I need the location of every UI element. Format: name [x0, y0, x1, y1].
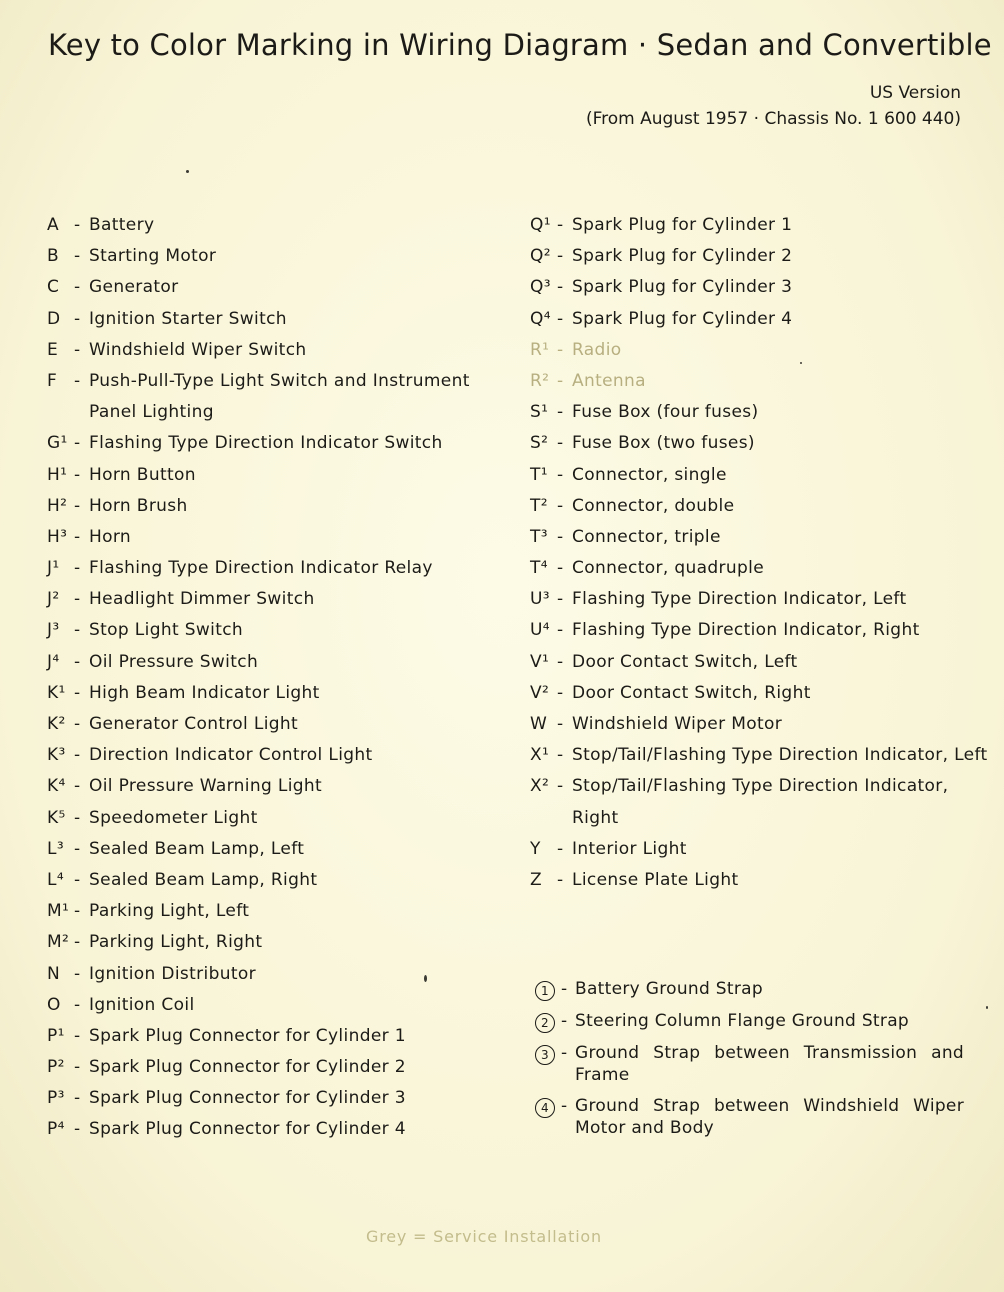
list-item: [47, 491, 487, 522]
item-dash: -: [74, 994, 81, 1015]
item-dash: -: [74, 1025, 81, 1046]
list-item: [530, 366, 970, 397]
item-code: R²: [530, 370, 550, 391]
item-code: K⁴: [47, 776, 66, 797]
list-item: [47, 709, 487, 740]
item-code: U⁴: [530, 620, 550, 641]
item-label: Spark Plug Connector for Cylinder 2: [89, 1057, 406, 1078]
list-item: [530, 771, 970, 802]
paper-speck: [186, 170, 189, 173]
item-dash: -: [74, 370, 81, 391]
version-info: [586, 80, 961, 132]
item-label: Parking Light, Left: [89, 901, 250, 922]
item-dash: -: [74, 963, 81, 984]
list-item: [47, 304, 487, 335]
list-item: [530, 241, 970, 272]
item-label: Battery: [89, 215, 155, 235]
item-code: X¹: [530, 745, 550, 766]
list-item: [47, 460, 487, 491]
ground-strap-label: Ground Strap between Transmission and Frame: [575, 1043, 964, 1085]
item-dash: -: [557, 682, 564, 703]
item-label: Flashing Type Direction Indicator, Left: [572, 589, 907, 610]
item-label: Headlight Dimmer Switch: [89, 589, 315, 610]
item-dash: -: [74, 807, 81, 828]
list-item: [530, 834, 970, 865]
list-item: [530, 210, 970, 241]
list-item: [530, 272, 970, 303]
item-dash: -: [557, 776, 564, 797]
list-item: [47, 241, 487, 272]
item-code: S¹: [530, 402, 549, 423]
page-title: Key to Color Marking in Wiring Diagram · Sedan and Convertible: [48, 28, 992, 62]
item-dash: -: [74, 495, 81, 516]
list-item: [530, 428, 970, 459]
list-item: [47, 647, 487, 678]
item-code: V²: [530, 682, 550, 703]
item-label: Connector, triple: [572, 526, 721, 547]
item-label: Flashing Type Direction Indicator Relay: [89, 558, 433, 579]
item-dash: -: [557, 558, 564, 579]
list-item: [47, 771, 487, 802]
list-item: [47, 896, 487, 927]
item-dash: -: [74, 714, 81, 734]
item-code: X²: [530, 776, 550, 797]
item-code: J²: [47, 589, 60, 610]
item-dash: -: [74, 433, 81, 454]
list-item: [530, 740, 988, 771]
ground-strap-item: [532, 978, 964, 1001]
item-label: Connector, double: [572, 495, 735, 516]
list-item: [47, 834, 487, 865]
item-label: Flashing Type Direction Indicator, Right: [572, 620, 920, 641]
circled-number-icon: 3: [535, 1045, 555, 1065]
item-dash: -: [557, 745, 564, 766]
item-dash: -: [557, 714, 564, 734]
item-code: M²: [47, 932, 70, 953]
item-dash: -: [74, 526, 81, 547]
item-code: W: [530, 714, 548, 734]
ground-strap-label: Ground Strap between Windshield Wiper Motor and Body: [575, 1096, 964, 1138]
item-label: Panel Lighting: [89, 402, 214, 423]
item-code: H²: [47, 495, 68, 516]
item-dash: -: [74, 308, 81, 329]
circled-number-icon: 4: [535, 1098, 555, 1118]
grey-legend: Grey = Service Installation: [366, 1227, 602, 1246]
item-code: T²: [530, 495, 548, 516]
item-dash: -: [74, 246, 81, 267]
list-item: [530, 647, 970, 678]
list-item: [530, 491, 970, 522]
item-label: Door Contact Switch, Right: [572, 682, 811, 703]
item-dash: -: [74, 651, 81, 672]
item-code: R¹: [530, 339, 550, 360]
list-item: [47, 959, 487, 990]
item-code: K¹: [47, 682, 66, 703]
component-list-right: [530, 210, 988, 896]
item-dash: -: [74, 745, 81, 766]
list-item: [47, 865, 487, 896]
item-code: O: [47, 994, 61, 1015]
item-label: Push-Pull-Type Light Switch and Instrument: [89, 370, 470, 391]
item-dash: -: [557, 370, 564, 391]
item-dash: -: [557, 433, 564, 454]
list-item: [47, 678, 487, 709]
list-item: [47, 584, 487, 615]
item-code: Q³: [530, 277, 551, 298]
item-dash: -: [561, 979, 568, 999]
item-label: Spark Plug Connector for Cylinder 4: [89, 1119, 406, 1140]
item-dash: -: [74, 776, 81, 797]
list-item: [47, 990, 487, 1021]
ground-strap-item: [532, 1010, 964, 1033]
item-dash: -: [74, 1057, 81, 1078]
list-item: [530, 553, 970, 584]
item-label: Sealed Beam Lamp, Left: [89, 838, 305, 859]
item-code: V¹: [530, 651, 550, 672]
item-label: Ignition Starter Switch: [89, 308, 287, 329]
item-label: Interior Light: [572, 838, 687, 859]
item-label: Spark Plug for Cylinder 3: [572, 277, 793, 298]
item-label: License Plate Light: [572, 869, 739, 890]
item-code: Z: [530, 869, 542, 890]
item-dash: -: [557, 339, 564, 360]
list-item: [47, 210, 487, 241]
list-item: [47, 1114, 487, 1145]
item-code: M¹: [47, 901, 70, 922]
list-item: [530, 460, 970, 491]
ground-strap-label: Steering Column Flange Ground Strap: [575, 1011, 909, 1031]
list-item: [47, 927, 487, 958]
item-code: U³: [530, 589, 550, 610]
list-item: [47, 272, 487, 303]
item-code: Y: [530, 838, 541, 859]
item-dash: -: [557, 589, 564, 610]
item-label: Horn: [89, 526, 132, 547]
item-dash: -: [74, 277, 81, 298]
item-dash: -: [557, 495, 564, 516]
item-label: Spark Plug for Cylinder 2: [572, 246, 793, 267]
paper-speck: [424, 975, 427, 982]
item-label: Direction Indicator Control Light: [89, 745, 373, 766]
item-code: Q²: [530, 246, 551, 267]
list-item: [47, 397, 487, 428]
item-dash: -: [74, 682, 81, 703]
list-item: [530, 709, 970, 740]
ground-strap-label: Battery Ground Strap: [575, 979, 763, 999]
item-label: High Beam Indicator Light: [89, 682, 320, 703]
list-item: [530, 335, 970, 366]
list-item: [530, 865, 970, 896]
item-dash: -: [557, 464, 564, 485]
item-label: Stop Light Switch: [89, 620, 244, 641]
item-dash: -: [557, 246, 564, 267]
item-code: A: [47, 215, 59, 235]
item-dash: -: [557, 277, 564, 298]
item-label: Windshield Wiper Switch: [89, 339, 307, 360]
item-dash: -: [74, 215, 81, 235]
item-label: Sealed Beam Lamp, Right: [89, 869, 318, 890]
item-dash: -: [557, 869, 564, 890]
item-dash: -: [561, 1011, 568, 1031]
item-code: S²: [530, 433, 549, 454]
item-dash: -: [557, 308, 564, 329]
ground-strap-item: [532, 1042, 964, 1086]
item-label: Speedometer Light: [89, 807, 258, 828]
item-dash: -: [74, 901, 81, 922]
list-item: [47, 366, 487, 397]
list-item: [530, 397, 970, 428]
item-dash: -: [74, 869, 81, 890]
paper-speck: [986, 1006, 988, 1009]
item-code: K²: [47, 714, 66, 734]
item-dash: -: [74, 589, 81, 610]
item-code: P¹: [47, 1025, 65, 1046]
item-label: Spark Plug for Cylinder 1: [572, 215, 793, 235]
item-code: L⁴: [47, 869, 64, 890]
item-label: Spark Plug Connector for Cylinder 3: [89, 1088, 406, 1109]
list-item: [47, 553, 487, 584]
item-code: J⁴: [47, 651, 60, 672]
item-code: G¹: [47, 433, 68, 454]
item-dash: -: [561, 1043, 568, 1063]
item-code: H¹: [47, 464, 68, 485]
item-dash: -: [557, 620, 564, 641]
component-list-left: [47, 210, 487, 1146]
item-code: T⁴: [530, 558, 548, 579]
item-label: Generator Control Light: [89, 714, 299, 734]
list-item: [530, 584, 970, 615]
item-code: P²: [47, 1057, 65, 1078]
list-item: [530, 304, 970, 335]
item-code: Q¹: [530, 215, 551, 235]
item-code: P³: [47, 1088, 65, 1109]
item-label: Spark Plug for Cylinder 4: [572, 308, 793, 329]
item-dash: -: [557, 526, 564, 547]
item-code: K³: [47, 745, 66, 766]
date-chassis-line: (From August 1957 · Chassis No. 1 600 440): [585, 109, 961, 129]
list-item: [47, 428, 487, 459]
item-dash: -: [74, 558, 81, 579]
item-code: E: [47, 339, 59, 360]
item-code: N: [47, 963, 61, 984]
item-label: Windshield Wiper Motor: [572, 714, 783, 734]
item-label: Horn Brush: [89, 495, 188, 516]
item-code: F: [47, 370, 58, 391]
list-item: [47, 522, 487, 553]
item-dash: -: [557, 215, 564, 235]
list-item: [47, 1083, 487, 1114]
list-item: [530, 522, 970, 553]
item-label: Radio: [572, 339, 622, 360]
item-dash: -: [74, 464, 81, 485]
item-label: Oil Pressure Switch: [89, 651, 259, 672]
item-label: Starting Motor: [89, 246, 217, 267]
item-dash: -: [561, 1096, 568, 1116]
item-label: Stop/Tail/Flashing Type Direction Indicator, Left: [572, 745, 988, 766]
item-dash: -: [74, 1119, 81, 1140]
circled-number-icon: 2: [535, 1013, 555, 1033]
item-label: Ignition Coil: [89, 994, 195, 1015]
item-label: Antenna: [572, 370, 646, 391]
item-code: P⁴: [47, 1119, 65, 1140]
list-item: [47, 335, 487, 366]
item-dash: -: [74, 1088, 81, 1109]
list-item: [47, 740, 487, 771]
item-label: Spark Plug Connector for Cylinder 1: [89, 1025, 406, 1046]
item-label: Connector, single: [572, 464, 727, 485]
item-code: K⁵: [47, 807, 66, 828]
list-item: [530, 678, 970, 709]
item-label: Right: [572, 807, 619, 828]
list-item: [47, 1021, 487, 1052]
ground-strap-list: [532, 978, 964, 1148]
item-code: L³: [47, 838, 64, 859]
item-label: Horn Button: [89, 464, 196, 485]
list-item: [530, 615, 970, 646]
list-item: [47, 1052, 487, 1083]
list-item: [530, 803, 970, 834]
list-item: [47, 615, 487, 646]
item-label: Parking Light, Right: [89, 932, 263, 953]
item-label: Oil Pressure Warning Light: [89, 776, 323, 797]
item-code: J³: [47, 620, 60, 641]
item-dash: -: [74, 339, 81, 360]
item-dash: -: [557, 838, 564, 859]
item-code: C: [47, 277, 60, 298]
item-label: Flashing Type Direction Indicator Switch: [89, 433, 443, 454]
item-code: T¹: [530, 464, 548, 485]
item-code: B: [47, 246, 60, 267]
item-dash: -: [74, 838, 81, 859]
item-code: D: [47, 308, 61, 329]
item-dash: -: [74, 932, 81, 953]
item-label: Generator: [89, 277, 179, 298]
version-label: US Version: [869, 83, 961, 103]
item-code: H³: [47, 526, 68, 547]
item-code: Q⁴: [530, 308, 551, 329]
item-label: Door Contact Switch, Left: [572, 651, 798, 672]
item-label: Fuse Box (four fuses): [572, 402, 759, 423]
item-label: Ignition Distributor: [89, 963, 256, 984]
item-label: Stop/Tail/Flashing Type Direction Indicator,: [572, 776, 949, 797]
item-label: Fuse Box (two fuses): [572, 433, 755, 454]
item-code: J¹: [47, 558, 60, 579]
list-item: [47, 803, 487, 834]
item-dash: -: [74, 620, 81, 641]
item-code: T³: [530, 526, 548, 547]
paper-speck: [800, 362, 802, 364]
item-label: Connector, quadruple: [572, 558, 764, 579]
item-dash: -: [557, 402, 564, 423]
item-dash: -: [557, 651, 564, 672]
circled-number-icon: 1: [535, 981, 555, 1001]
ground-strap-item: [532, 1095, 964, 1139]
